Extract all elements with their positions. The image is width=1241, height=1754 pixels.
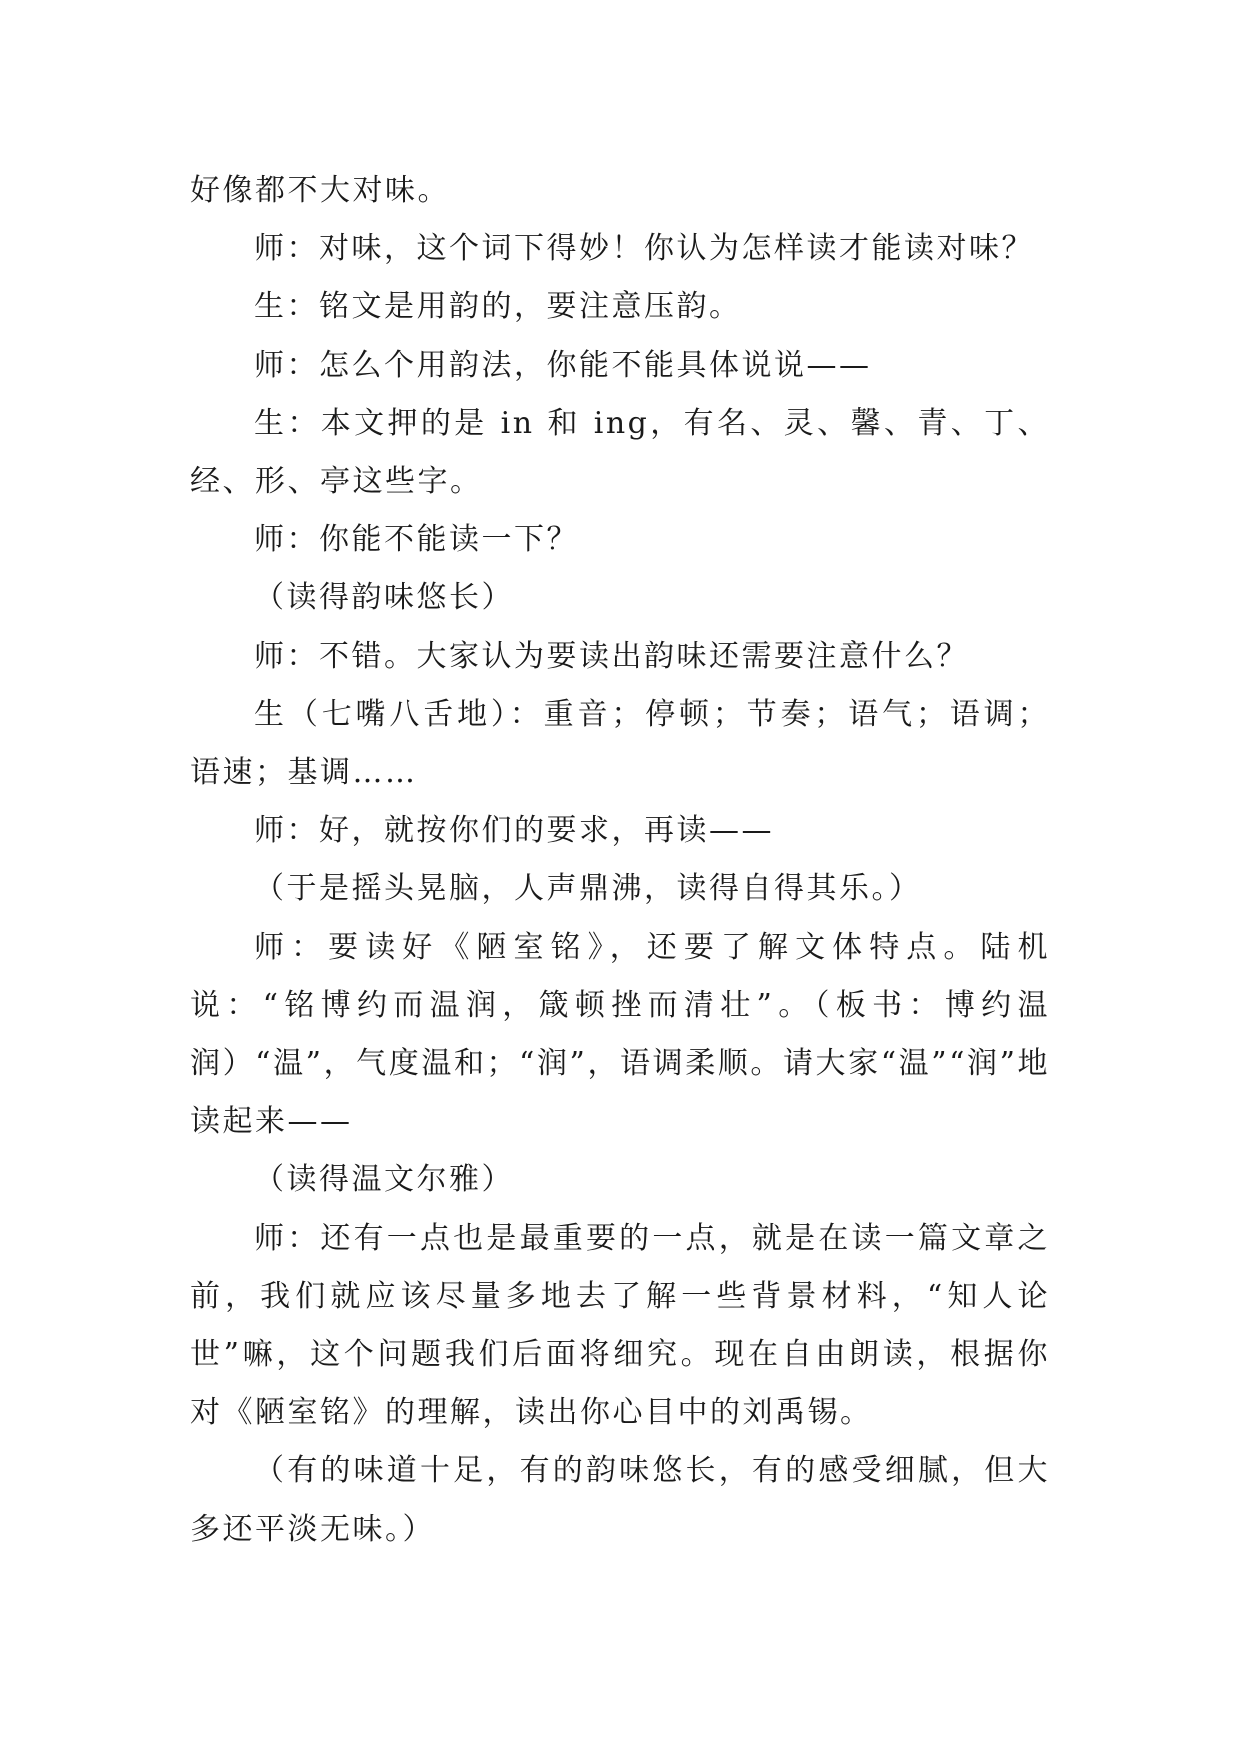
paragraph: 生：铭文是用韵的，要注意压韵。 [254,289,742,325]
paragraph: 生（七嘴八舌地）：重音；停顿；节奏；语气；语调；语速；基调…… [190,696,1050,791]
paragraph: 师：不错。大家认为要读出韵味还需要注意什么？ [254,638,969,674]
paragraph: 师：你能不能读一下？ [254,522,579,558]
paragraph: 师：还有一点也是最重要的一点，就是在读一篇文章之前，我们就应该尽量多地去了解一些背景材料，“知人论世”嘛，这个问题我们后面将细究。现在自由朗读，根据你对《陋室铭》的理解，读出你心目中的刘禹锡。 [190,1220,1050,1431]
paragraph: 好像都不大对味。 [190,173,450,208]
paragraph: 师：好，就按你们的要求，再读—— [254,813,774,849]
paragraph: 师：怎么个用韵法，你能不能具体说说—— [254,347,872,383]
paragraph: 师：对味，这个词下得妙！你认为怎样读才能读对味？ [254,231,1034,267]
paragraph: 生：本文押的是 in 和 ing，有名、灵、馨、青、丁、经、形、亭这些字。 [190,405,1050,500]
paragraph: （有的味道十足，有的韵味悠长，有的感受细腻，但大多还平淡无味。） [190,1453,1050,1547]
document-body [190,162,1050,1559]
paragraph: （读得韵味悠长） [254,580,514,616]
paragraph: 师：要读好《陋室铭》，还要了解文体特点。陆机说：“铭博约而温润，箴顿挫而清壮”。（板书：博约温润）“温”，气度温和；“润”，语调柔顺。请大家“温”“润”地读起来—— [190,929,1050,1140]
paragraph: （读得温文尔雅） [254,1162,514,1198]
paragraph: （于是摇头晃脑，人声鼎沸，读得自得其乐。） [254,871,922,907]
